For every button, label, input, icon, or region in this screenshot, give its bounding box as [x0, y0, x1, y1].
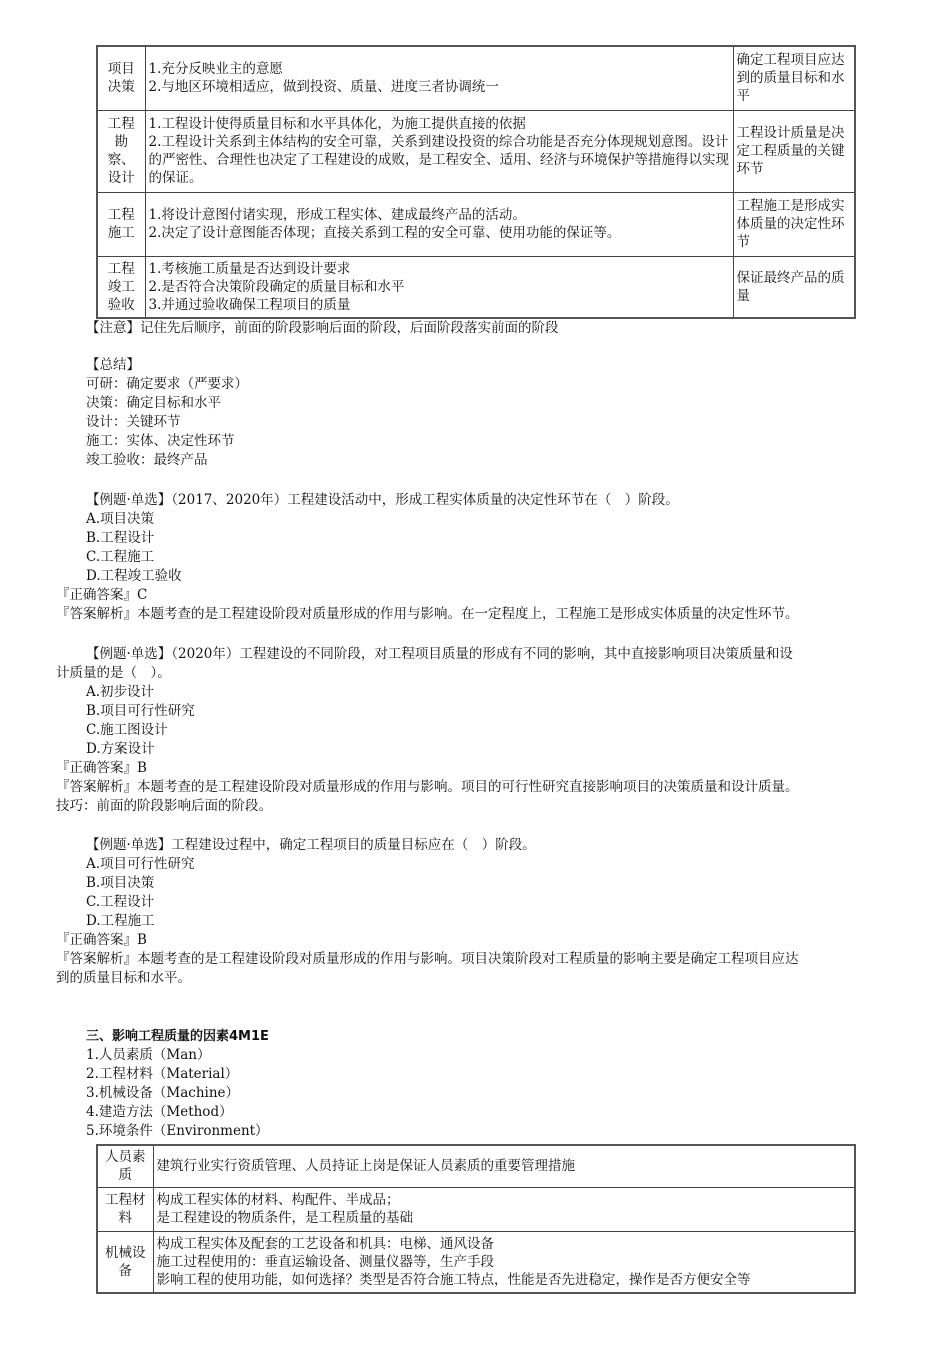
stage-effect-table — [96, 45, 856, 319]
desc-line: 是工程建设的物质条件，是工程质量的基础 — [156, 1210, 413, 1226]
table-row — [97, 192, 855, 256]
desc-line: 构成工程实体的材料、构配件、半成品； — [156, 1192, 400, 1208]
factor-table — [96, 1144, 856, 1294]
desc-line: 构成工程实体及配套的工艺设备和机具：电梯、通风设备 — [156, 1235, 494, 1252]
factor-item: 1.人员素质（Man） — [86, 1047, 211, 1063]
table-row — [97, 1145, 855, 1187]
question-stem: 【例题·单选】（2020年）工程建设的不同阶段，对工程项目质量的形成有不同的影响，其中直接影响项目决策质量和设 — [86, 646, 793, 662]
point-line: 2.与地区环境相适应，做到投资、质量、进度三者协调统一 — [148, 79, 499, 96]
table-row — [97, 256, 855, 318]
stage-role-cell: 工程设计质量是决定工程质量的关键环节 — [733, 110, 855, 192]
stage-points-cell — [145, 110, 733, 192]
option: C.工程设计 — [86, 894, 155, 910]
stage-role-cell: 工程施工是形成实体质量的决定性环节 — [733, 192, 855, 256]
stage-cell: 工程施工 — [97, 192, 145, 256]
desc-line: 施工过程使用的：垂直运输设备、测量仪器等，生产手段 — [156, 1253, 494, 1270]
summary-title: 【总结】 — [86, 357, 140, 373]
answer-analysis: 『答案解析』本题考查的是工程建设阶段对质量形成的作用与影响。项目决策阶段对工程质量的影响主要是确定工程项目应达 — [56, 951, 799, 967]
point-line: 2.是否符合决策阶段确定的质量目标和水平 — [148, 278, 405, 295]
option: B.工程设计 — [86, 530, 155, 546]
summary-block — [86, 356, 248, 470]
stage-points-cell — [145, 46, 733, 110]
point-line: 1.将设计意图付诸实现，形成工程实体、建成最终产品的活动。 — [148, 207, 526, 223]
correct-answer: 『正确答案』B — [56, 932, 147, 948]
summary-line: 竣工验收：最终产品 — [86, 452, 208, 468]
factor-cell: 工程材料 — [97, 1187, 153, 1231]
point-line: 1.工程设计使得质量目标和水平具体化，为施工提供直接的依据 — [148, 116, 526, 132]
option: D.工程施工 — [86, 913, 155, 929]
question-stem-cont: 计质量的是（ ）。 — [56, 665, 171, 681]
summary-line: 可研：确定要求（严要求） — [86, 376, 248, 392]
section-heading: 三、影响工程质量的因素4M1E — [86, 1029, 269, 1044]
factor-cell: 人员素质 — [97, 1145, 153, 1187]
stage-points-cell — [145, 256, 733, 318]
factor-item: 5.环境条件（Environment） — [86, 1123, 269, 1139]
stage-cell: 工程勘察、设计 — [97, 110, 145, 192]
point-line: 3.并通过验收确保工程项目的质量 — [148, 296, 351, 313]
table-row — [97, 110, 855, 192]
table-row — [97, 1231, 855, 1293]
desc-line: 建筑行业实行资质管理、人员持证上岗是保证人员素质的重要管理措施 — [156, 1158, 575, 1175]
factor-cell: 机械设备 — [97, 1231, 153, 1293]
question-stem: 【例题·单选】工程建设过程中，确定工程项目的质量目标应在（ ）阶段。 — [86, 837, 536, 853]
desc-line: 影响工程的使用功能，如何选择？类型是否符合施工特点，性能是否先进稳定，操作是否方便安全等 — [156, 1271, 751, 1288]
answer-tip: 技巧：前面的阶段影响后面的阶段。 — [56, 798, 272, 814]
summary-line: 施工：实体、决定性环节 — [86, 433, 235, 449]
question-1 — [56, 491, 916, 624]
option: A.项目可行性研究 — [86, 856, 195, 872]
stage-points-cell — [145, 192, 733, 256]
point-line: 1.考核施工质量是否达到设计要求 — [148, 260, 351, 277]
option: C.工程施工 — [86, 549, 155, 565]
option: A.项目决策 — [86, 511, 155, 527]
note: 【注意】记住先后顺序，前面的阶段影响后面的阶段，后面阶段落实前面的阶段 — [86, 320, 559, 336]
option: A.初步设计 — [86, 684, 155, 700]
factor-desc-cell — [153, 1145, 855, 1187]
factor-item: 2.工程材料（Material） — [86, 1066, 239, 1082]
answer-analysis-cont: 到的质量目标和水平。 — [56, 970, 191, 986]
factor-desc-cell — [153, 1231, 855, 1293]
factor-item: 4.建造方法（Method） — [86, 1104, 233, 1120]
correct-answer: 『正确答案』C — [56, 587, 148, 603]
point-line: 1.充分反映业主的意愿 — [148, 61, 283, 78]
option: C.施工图设计 — [86, 722, 168, 738]
table-row — [97, 1187, 855, 1231]
option: D.方案设计 — [86, 741, 155, 757]
answer-analysis: 『答案解析』本题考查的是工程建设阶段对质量形成的作用与影响。项目的可行性研究直接影响项目的决策质量和设计质量。 — [56, 779, 799, 795]
point-line: 2.决定了设计意图能否体现；直接关系到工程的安全可靠、使用功能的保证等。 — [148, 225, 621, 241]
option: B.项目可行性研究 — [86, 703, 195, 719]
question-2 — [56, 645, 916, 816]
option: B.项目决策 — [86, 875, 155, 891]
table-row — [97, 46, 855, 110]
section-factors — [86, 1027, 269, 1141]
point-line: 2.工程设计关系到主体结构的安全可靠，关系到建设投资的综合功能是否充分体现规划意图。设计的严密性、合理性也决定了工程建设的成败，是工程安全、适用、经济与环境保护等措施得以实现的保证。 — [148, 134, 729, 186]
factor-desc-cell — [153, 1187, 855, 1231]
option: D.工程竣工验收 — [86, 568, 182, 584]
factor-item: 3.机械设备（Machine） — [86, 1085, 240, 1101]
question-3 — [56, 836, 916, 988]
stage-role-cell: 确定工程项目应达到的质量目标和水平 — [733, 46, 855, 110]
summary-line: 决策：确定目标和水平 — [86, 395, 221, 411]
summary-line: 设计：关键环节 — [86, 414, 181, 430]
stage-role-cell: 保证最终产品的质量 — [733, 256, 855, 318]
answer-analysis: 『答案解析』本题考查的是工程建设阶段对质量形成的作用与影响。在一定程度上，工程施工是形成实体质量的决定性环节。 — [56, 606, 799, 622]
question-stem: 【例题·单选】（2017、2020年）工程建设活动中，形成工程实体质量的决定性环节在（ ）阶段。 — [86, 492, 679, 508]
correct-answer: 『正确答案』B — [56, 760, 147, 776]
stage-cell: 工程竣工验收 — [97, 256, 145, 318]
stage-cell: 项目决策 — [97, 46, 145, 110]
